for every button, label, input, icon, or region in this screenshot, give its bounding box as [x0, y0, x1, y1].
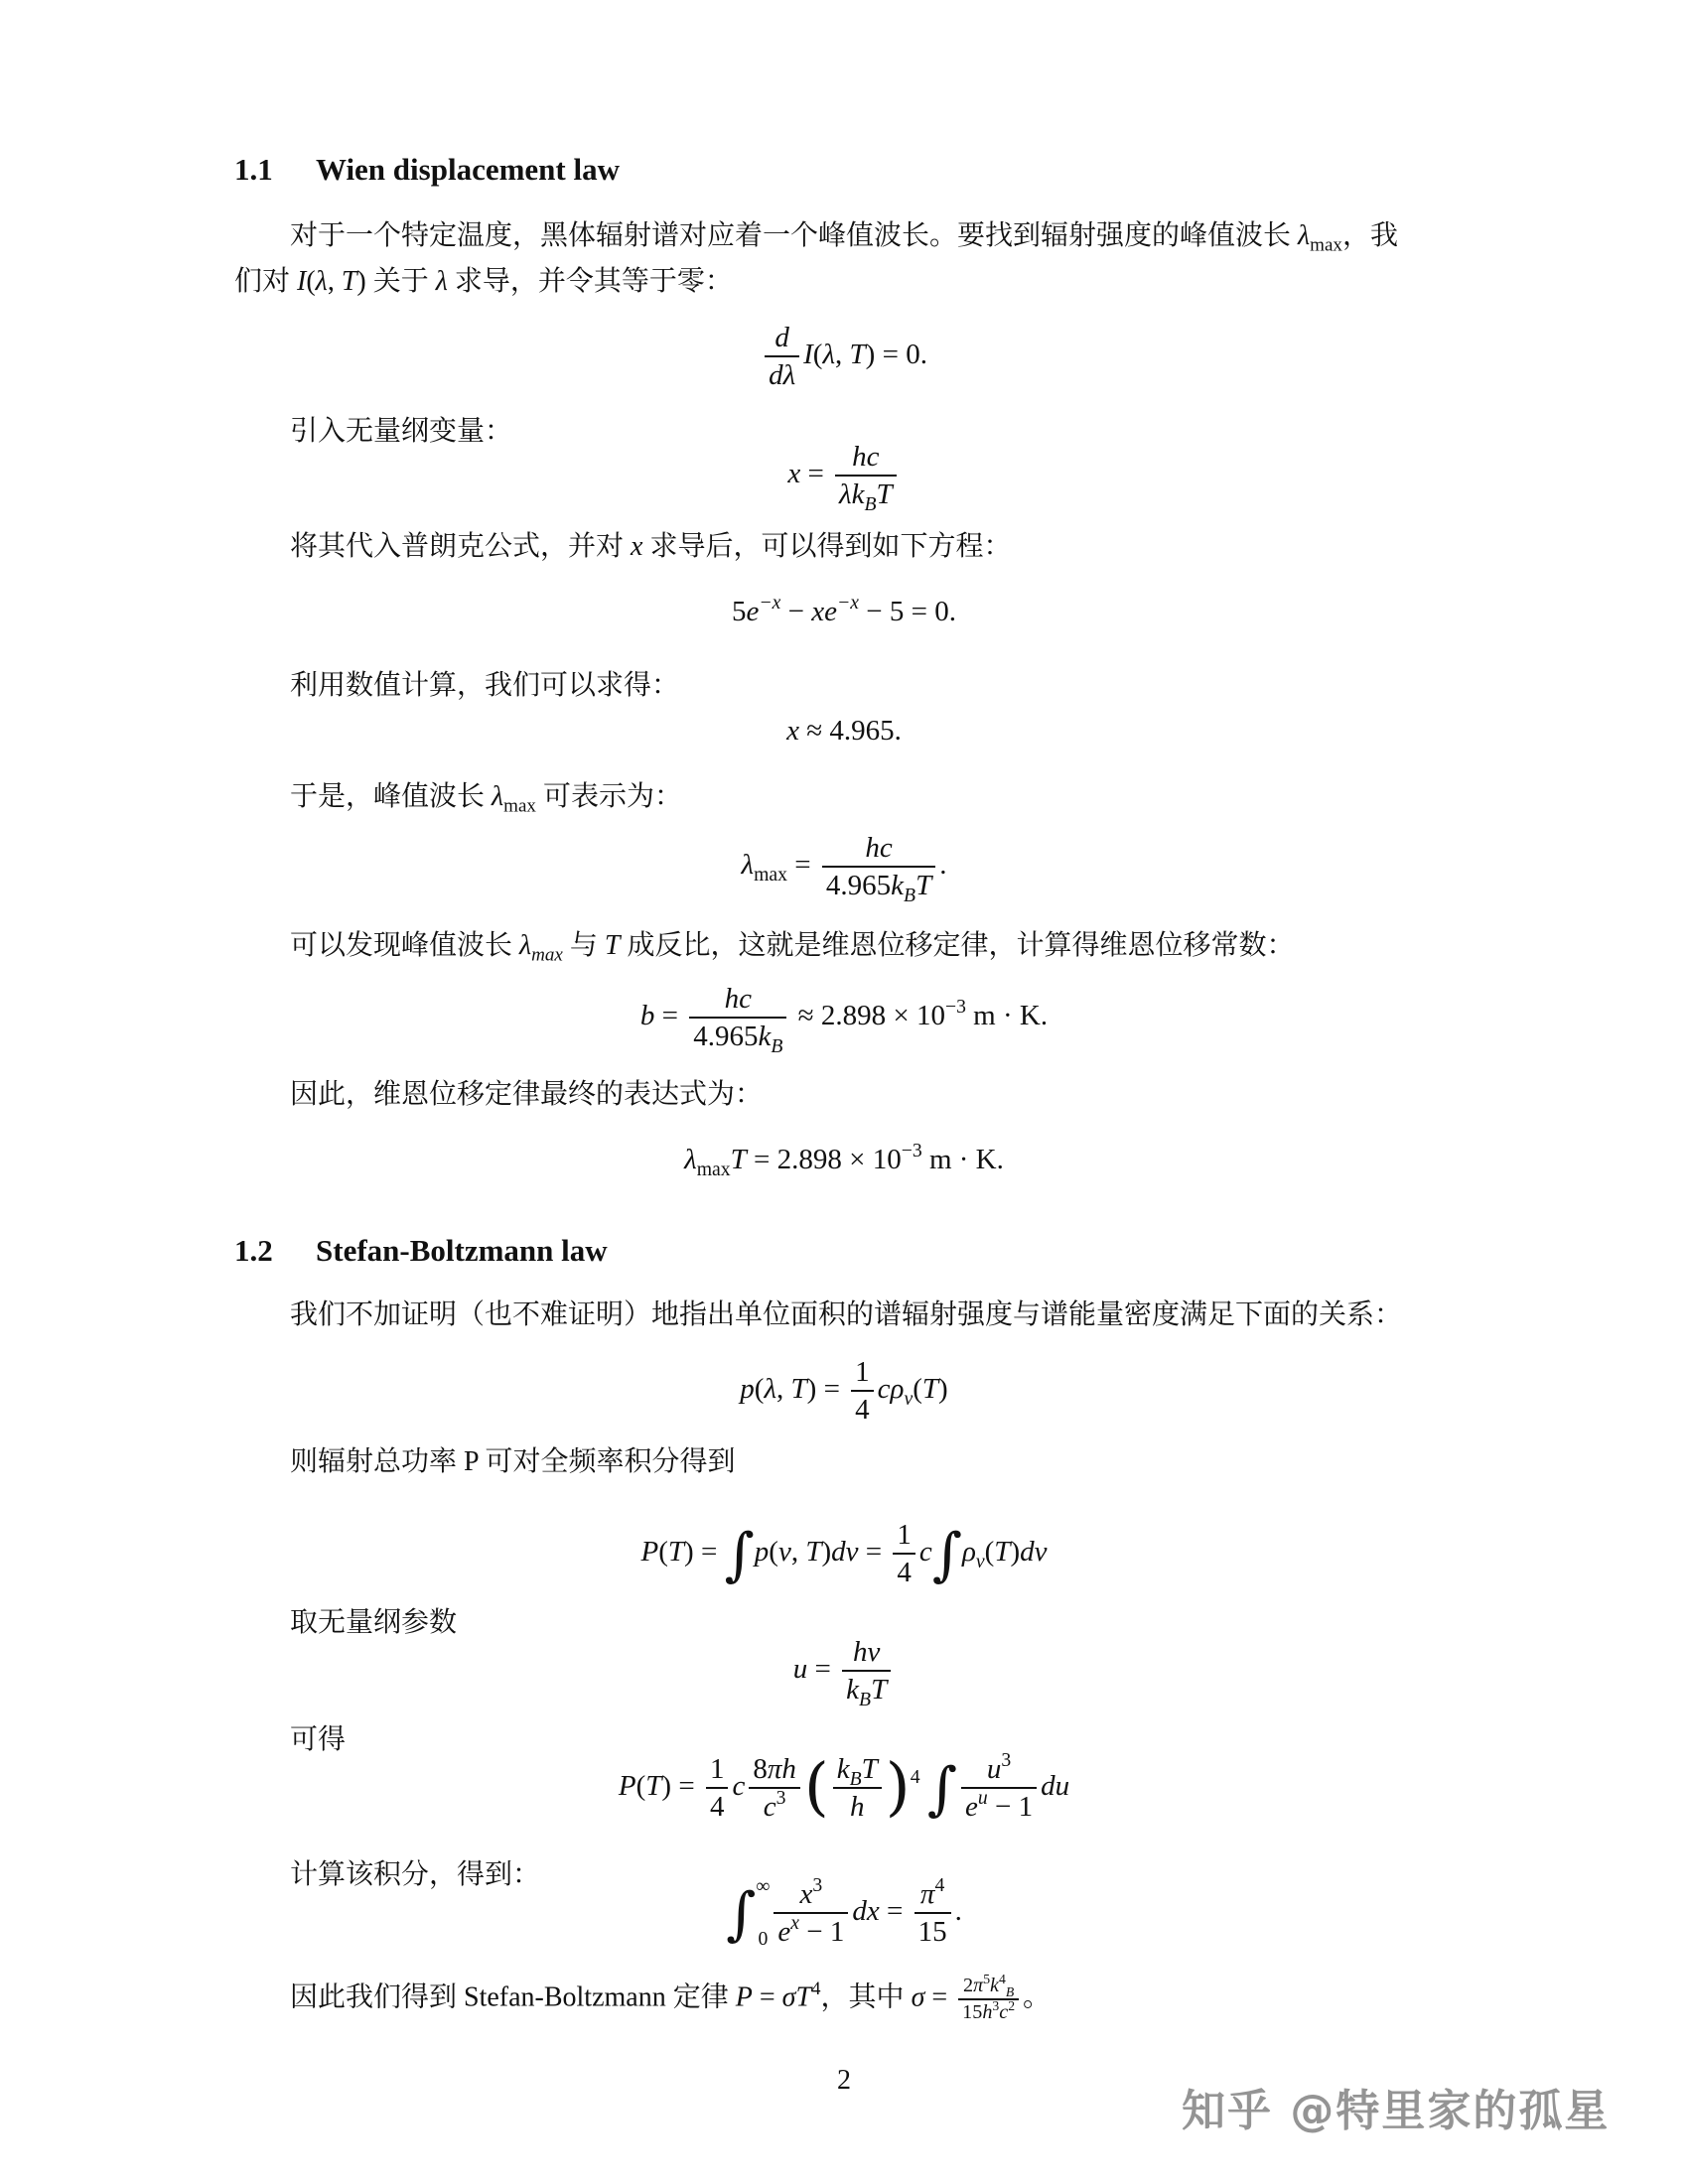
- equation-wien-law: $\lambda_{max}T = 2.898 \times 10^{-3}$ m · K.: [684, 1140, 1004, 1180]
- page-number: 2: [837, 2065, 851, 2096]
- paragraph-param: 取无量纲参数: [290, 1607, 458, 1638]
- paragraph-numerical: 利用数值计算，我们可以求得：: [290, 670, 680, 701]
- watermark: 知乎 @特里家的孤星: [1182, 2086, 1611, 2136]
- paragraph-peak: 于是，峰值波长 $\lambda_{max}$ 可表示为：: [290, 781, 682, 817]
- paragraph-intro: 对于一个特定温度，黑体辐射谱对应着一个峰值波长。要找到辐射强度的峰值波长 $\lambda_{max}$，我: [290, 220, 1398, 256]
- paragraph-compute: 计算该积分，得到：: [290, 1859, 541, 1890]
- paragraph-intro-cont: 们对 I(λ, T) 关于 λ 求导，并令其等于零：: [234, 266, 733, 297]
- equation-derivative: $\frac{d}{d\lambda}$ I(λ, T) = 0.: [0, 320, 1688, 394]
- equation-x-def: x = $\frac{hc}{\lambda k_BT}$: [0, 439, 1688, 513]
- equation-transcendental: $5e^{-x} - xe^{-x} - 5 = 0$.: [731, 592, 957, 627]
- paragraph-relation: 我们不加证明（也不难证明）地指出单位面积的谱辐射强度与谱能量密度满足下面的关系：: [290, 1299, 1403, 1330]
- equation-power-u: P(T) = $\frac{1}{4}$ c $\frac{8\pi h}{c^3}$ ( $\frac{k_BT}{h}$ )$^4$ ∫ $\frac{u^3}{e^u - 1}$ du: [618, 1749, 1070, 1825]
- paragraph-substitute: 将其代入普朗克公式，并对 x 求导后，可以得到如下方程：: [290, 531, 1012, 562]
- paragraph-inverse: 可以发现峰值波长 $\lambda_{max}$ 与 T 成反比，这就是维恩位移定律，计算得维恩位移常数：: [290, 930, 1295, 966]
- paragraph-dimensionless: 引入无量纲变量：: [290, 416, 513, 447]
- paragraph-total-power: 则辐射总功率 P 可对全频率积分得到: [290, 1446, 736, 1477]
- equation-wien-constant: b = $\frac{hc}{4.965k_B}$ ≈ $2.898 \times 10^{-3}$ m · K.: [639, 983, 1049, 1058]
- equation-u-def: u = $\frac{h\nu}{k_BT}$: [0, 1634, 1688, 1708]
- equation-x-value: x ≈ 4.965.: [786, 714, 902, 747]
- equation-power-integral: P(T) = ∫p(ν, T)dν = $\frac{1}{4}$ $c\int\rho_\nu(T)d\nu$: [640, 1519, 1048, 1589]
- equation-lambda-max: $\lambda_{max}$ = $\frac{hc}{4.965k_BT}$ .: [741, 832, 947, 907]
- section-heading-1-1: 1.1 Wien displacement law: [234, 152, 620, 187]
- paragraph-obtain: 可得: [290, 1724, 347, 1755]
- equation-p-rho: p(λ, T) = $\frac{1}{4}$ $c\rho_\nu(T)$: [740, 1356, 948, 1427]
- paragraph-final-wien: 因此，维恩位移定律最终的表达式为：: [290, 1079, 764, 1110]
- section-heading-1-2: 1.2 Stefan-Boltzmann law: [234, 1233, 608, 1268]
- equation-integral-value: ∫ ∞ 0 $\frac{x^3}{e^x - 1}$ dx = $\frac{\pi^4}{15}$ .: [726, 1874, 962, 1951]
- paragraph-sb-law: 因此我们得到 Stefan-Boltzmann 定律 $P = \sigma T^4$，其中 σ = $\frac{2\pi^5k^4_B}{15h^3c^2}$ 。: [290, 1971, 1052, 2024]
